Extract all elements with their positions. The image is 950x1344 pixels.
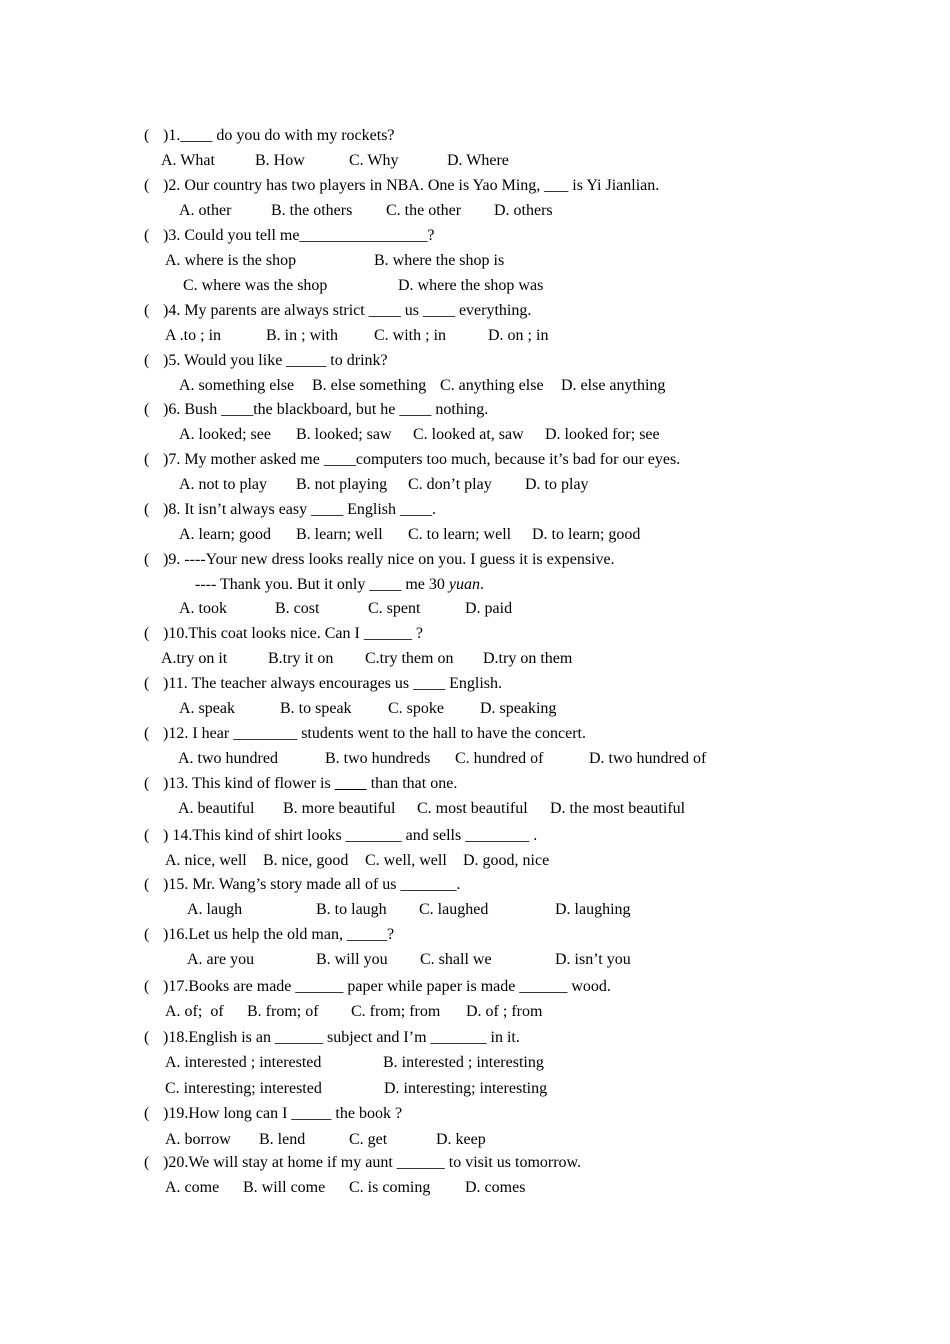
option-d: D. keep [436, 1131, 486, 1148]
answer-paren-open: ( [144, 827, 150, 844]
question-10 [144, 624, 423, 644]
option-b: B. two hundreds [325, 750, 431, 767]
option-c: C. shall we [420, 951, 492, 968]
question-15 [144, 875, 461, 895]
option-a: A. laugh [187, 901, 243, 918]
option-b: B. to speak [280, 700, 352, 717]
option-b: B. looked; saw [296, 426, 392, 443]
reply-italic-word: yuan [448, 576, 481, 593]
question-stem: 2. Our country has two players in NBA. One is Yao Ming, ___ is Yi Jianlian. [168, 177, 660, 194]
option-c: C. is coming [349, 1179, 431, 1196]
question-stem: 16.Let us help the old man, _____? [168, 926, 395, 943]
question-stem: 3. Could you tell me________________? [168, 227, 435, 244]
option-c: C. with ; in [374, 327, 447, 344]
option-b: B. from; of [247, 1003, 319, 1020]
question-stem: 13. This kind of flower is [168, 775, 335, 792]
answer-paren-close: ) [163, 127, 169, 144]
question-stem: 17.Books are made ______ paper while paper is made ______ wood. [168, 978, 611, 995]
answer-paren-open: ( [144, 926, 150, 943]
question-7 [144, 450, 680, 470]
answer-paren-open: ( [144, 501, 150, 518]
answer-paren-open: ( [144, 1154, 150, 1171]
option-a: A. not to play [179, 476, 267, 493]
question-12 [144, 724, 586, 744]
answer-paren-open: ( [144, 725, 150, 742]
question-stem: 10.This coat looks nice. Can I ______ ? [168, 625, 423, 642]
option-c: C. spoke [388, 700, 444, 717]
option-a: A. beautiful [178, 800, 255, 817]
answer-paren-open: ( [144, 625, 150, 642]
question-stem: 18.English is an ______ subject and I’m _______ in it. [168, 1029, 520, 1046]
option-d: D. looked for; see [545, 426, 660, 443]
option-a: A.try on it [161, 650, 228, 667]
answer-paren-close: ) [163, 725, 169, 742]
answer-paren-close: ) [163, 827, 169, 844]
answer-paren-open: ( [144, 451, 150, 468]
option-a: A. borrow [165, 1131, 231, 1148]
option-c: C. don’t play [408, 476, 492, 493]
answer-paren-close: ) [163, 978, 169, 995]
answer-paren-open: ( [144, 675, 150, 692]
option-a: A. took [179, 600, 227, 617]
answer-paren-close: ) [163, 1029, 169, 1046]
question-3 [144, 226, 435, 246]
question-13 [144, 774, 457, 794]
answer-paren-open: ( [144, 352, 150, 369]
answer-paren-close: ) [163, 302, 169, 319]
option-b: B.try it on [268, 650, 334, 667]
option-d: D.try on them [483, 650, 573, 667]
option-c: C. well, well [365, 852, 447, 869]
option-c: C. interesting; interested [165, 1080, 322, 1097]
option-a: A. interested ; interested [165, 1054, 322, 1071]
option-a: A .to ; in [165, 327, 222, 344]
option-d: D. else anything [561, 377, 666, 394]
answer-paren-close: ) [163, 1105, 169, 1122]
option-a: A. looked; see [179, 426, 271, 443]
option-c: C. laughed [419, 901, 489, 918]
answer-paren-open: ( [144, 775, 150, 792]
reply-text: ---- Thank you. But it only ____ me 30 [195, 576, 449, 593]
question-16 [144, 925, 394, 945]
option-a: A. come [165, 1179, 220, 1196]
question-11 [144, 674, 502, 694]
question-9-reply [195, 575, 484, 595]
answer-paren-open: ( [144, 177, 150, 194]
option-b: B. else something [312, 377, 427, 394]
answer-paren-close: ) [163, 401, 169, 418]
option-c: C. hundred of [455, 750, 544, 767]
option-b: B. nice, good [263, 852, 349, 869]
question-stem: 1.____ do you do with my rockets? [168, 127, 395, 144]
option-a: A. speak [179, 700, 235, 717]
question-stem: 7. My mother asked me ____computers too much, because it’s bad for our eyes. [168, 451, 681, 468]
question-1 [144, 126, 395, 146]
option-c: C. from; from [351, 1003, 441, 1020]
answer-paren-close: ) [163, 451, 169, 468]
option-a: A. where is the shop [165, 252, 297, 269]
question-8 [144, 500, 436, 520]
answer-paren-open: ( [144, 876, 150, 893]
answer-paren-open: ( [144, 401, 150, 418]
option-d: D. two hundred of [589, 750, 707, 767]
option-c: C. looked at, saw [413, 426, 524, 443]
option-c: C. most beautiful [417, 800, 528, 817]
option-d: D. good, nice [463, 852, 550, 869]
option-b: B. not playing [296, 476, 388, 493]
answer-paren-close: ) [163, 775, 169, 792]
answer-paren-open: ( [144, 1105, 150, 1122]
option-c: C. the other [386, 202, 462, 219]
question-stem: 19.How long can I _____ the book ? [168, 1105, 403, 1122]
answer-paren-close: ) [163, 625, 169, 642]
answer-paren-close: ) [163, 352, 169, 369]
option-b: B. will come [243, 1179, 326, 1196]
answer-paren-open: ( [144, 127, 150, 144]
question-18 [144, 1028, 520, 1048]
option-b: B. more beautiful [283, 800, 396, 817]
question-17 [144, 977, 611, 997]
answer-paren-close: ) [163, 876, 169, 893]
question-stem: 5. Would you like _____ to drink? [168, 352, 388, 369]
option-c: C.try them on [365, 650, 454, 667]
option-b: B. How [255, 152, 305, 169]
option-b: B. in ; with [266, 327, 339, 344]
question-4 [144, 301, 531, 321]
option-c: C. where was the shop [183, 277, 328, 294]
question-14 [144, 826, 537, 846]
question-stem: 4. My parents are always strict ____ us ____ everything. [168, 302, 532, 319]
answer-paren-close: ) [163, 177, 169, 194]
option-d: D. laughing [555, 901, 631, 918]
answer-blank [335, 775, 367, 792]
question-20 [144, 1153, 581, 1173]
option-d: D. to learn; good [532, 526, 641, 543]
question-stem: 12. I hear ________ students went to the hall to have the concert. [168, 725, 586, 742]
answer-paren-close: ) [163, 926, 169, 943]
option-b: B. the others [271, 202, 353, 219]
option-d: D. of ; from [466, 1003, 543, 1020]
question-stem: 14.This kind of shirt looks _______ and sells ________ . [168, 827, 538, 844]
question-stem: 20.We will stay at home if my aunt ______ to visit us tomorrow. [168, 1154, 582, 1171]
option-c: C. get [349, 1131, 388, 1148]
option-d: D. isn’t you [555, 951, 631, 968]
option-d: D. Where [447, 152, 509, 169]
answer-paren-close: ) [163, 227, 169, 244]
option-d: D. others [494, 202, 553, 219]
option-a: A. What [161, 152, 215, 169]
question-19 [144, 1104, 402, 1124]
option-a: A. learn; good [179, 526, 271, 543]
question-stem: 11. The teacher always encourages us ____ English. [168, 675, 503, 692]
question-2 [144, 176, 659, 196]
option-c: C. anything else [440, 377, 544, 394]
reply-punctuation: . [480, 576, 485, 593]
option-b: B. where the shop is [374, 252, 505, 269]
answer-paren-open: ( [144, 551, 150, 568]
answer-paren-open: ( [144, 978, 150, 995]
option-a: A. are you [187, 951, 255, 968]
option-b: B. lend [259, 1131, 306, 1148]
option-a: A. of; of [165, 1003, 224, 1020]
answer-paren-open: ( [144, 302, 150, 319]
option-d: D. interesting; interesting [384, 1080, 548, 1097]
option-c: C. Why [349, 152, 399, 169]
question-stem-end: than that one. [366, 775, 458, 792]
answer-paren-close: ) [163, 1154, 169, 1171]
option-b: B. cost [275, 600, 320, 617]
option-d: D. on ; in [488, 327, 549, 344]
option-a: A. something else [179, 377, 295, 394]
option-d: D. the most beautiful [550, 800, 686, 817]
question-stem: 6. Bush ____the blackboard, but he ____ nothing. [168, 401, 489, 418]
option-d: D. comes [465, 1179, 526, 1196]
question-9 [144, 550, 615, 570]
answer-paren-open: ( [144, 1029, 150, 1046]
question-stem: 15. Mr. Wang’s story made all of us _______. [168, 876, 461, 893]
option-d: D. speaking [480, 700, 557, 717]
question-stem: 9. ----Your new dress looks really nice on you. I guess it is expensive. [168, 551, 615, 568]
answer-paren-close: ) [163, 551, 169, 568]
option-c: C. spent [368, 600, 421, 617]
question-6 [144, 400, 488, 420]
option-d: D. where the shop was [398, 277, 544, 294]
option-a: A. two hundred [178, 750, 278, 767]
option-c: C. to learn; well [408, 526, 512, 543]
option-a: A. other [179, 202, 232, 219]
option-b: B. will you [316, 951, 388, 968]
option-b: B. to laugh [316, 901, 387, 918]
option-d: D. paid [465, 600, 513, 617]
option-a: A. nice, well [165, 852, 247, 869]
question-stem: 8. It isn’t always easy ____ English ____. [168, 501, 437, 518]
answer-paren-close: ) [163, 501, 169, 518]
option-d: D. to play [525, 476, 589, 493]
question-5 [144, 351, 388, 371]
answer-paren-close: ) [163, 675, 169, 692]
option-b: B. learn; well [296, 526, 383, 543]
answer-paren-open: ( [144, 227, 150, 244]
option-b: B. interested ; interesting [383, 1054, 544, 1071]
